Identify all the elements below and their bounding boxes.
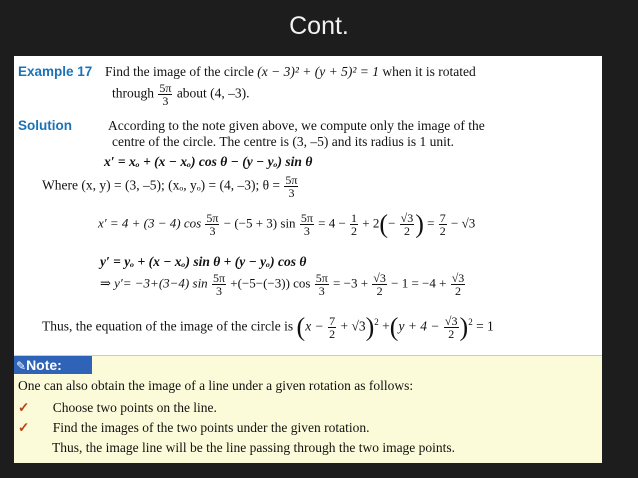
- note-intro: One can also obtain the image of a line under a given rotation as follows:: [18, 378, 414, 393]
- final-equation-line: Thus, the equation of the image of the circle is (x − $\frac{7}{2}$ + √3)$^2$ +(y + 4 − $\frac{√3}{2}$ )$^2$ = 1: [42, 312, 494, 342]
- rotation-angle: $\frac{5\pi}{3}$: [159, 81, 172, 108]
- solution-line-2: centre of the circle. The centre is (3, –5) and its radius is 1 unit.: [112, 134, 455, 149]
- slide-title: Cont.: [289, 12, 349, 40]
- note-conclusion: Thus, the image line will be the line passing through the two image points.: [52, 440, 456, 455]
- example-line-1: [18, 64, 476, 80]
- rotation-formula-x: x′ = xₒ + (x − xₒ) cos θ − (y − yₒ) sin θ: [104, 154, 313, 169]
- check-icon: ✓: [18, 420, 30, 435]
- example-through: through: [112, 85, 154, 101]
- note-item: ✓ Find the images of the two points under the given rotation.: [18, 420, 370, 435]
- solution-text-1: According to the note given above, we compute only the image of the: [108, 118, 485, 133]
- example-line-2: [112, 82, 250, 116]
- check-icon: ✓: [18, 400, 30, 415]
- content-card: [14, 56, 602, 463]
- note-item: ✓ Choose two points on the line.: [18, 400, 217, 415]
- example-label: Example 17: [18, 64, 93, 79]
- rotation-formula-y: y′ = yₒ + (x − xₒ) sin θ + (y − yₒ) cos θ: [100, 254, 307, 269]
- pencil-icon: ✎: [16, 359, 27, 373]
- where-line: Where (x, y) = (3, –5); (xₒ, yₒ) = (4, –3); θ = $\frac{5\pi}{3}$: [42, 173, 298, 200]
- calc-x-line: x′ = 4 + (3 − 4) cos $\frac{5\pi}{3}$ − (−5 + 3) sin $\frac{5\pi}{3}$ = 4 − $\frac{1}{2}$ + 2(− $\frac{√3}{2}$ ) = $\frac{7}{2}$ − √3: [98, 209, 476, 239]
- example-about: about (4, –3).: [176, 85, 250, 101]
- note-box: [14, 355, 602, 463]
- solution-line-1: [18, 118, 485, 134]
- solution-label: Solution: [18, 118, 72, 133]
- note-heading: ✎Note:: [14, 356, 92, 374]
- calc-y-line: ⇒ y′= −3+(3−4) sin $\frac{5\pi}{3}$ +(−5−(−3)) cos $\frac{5\pi}{3}$ = −3 + $\frac{√3}{2}$ − 1 = −4 + $\frac{√3}{2}$: [100, 271, 465, 298]
- example-text-1: Find the image of the circle: [105, 64, 258, 79]
- example-circle-equation: (x − 3)² + (y + 5)² = 1: [257, 64, 380, 79]
- example-text-2: when it is rotated: [379, 64, 476, 79]
